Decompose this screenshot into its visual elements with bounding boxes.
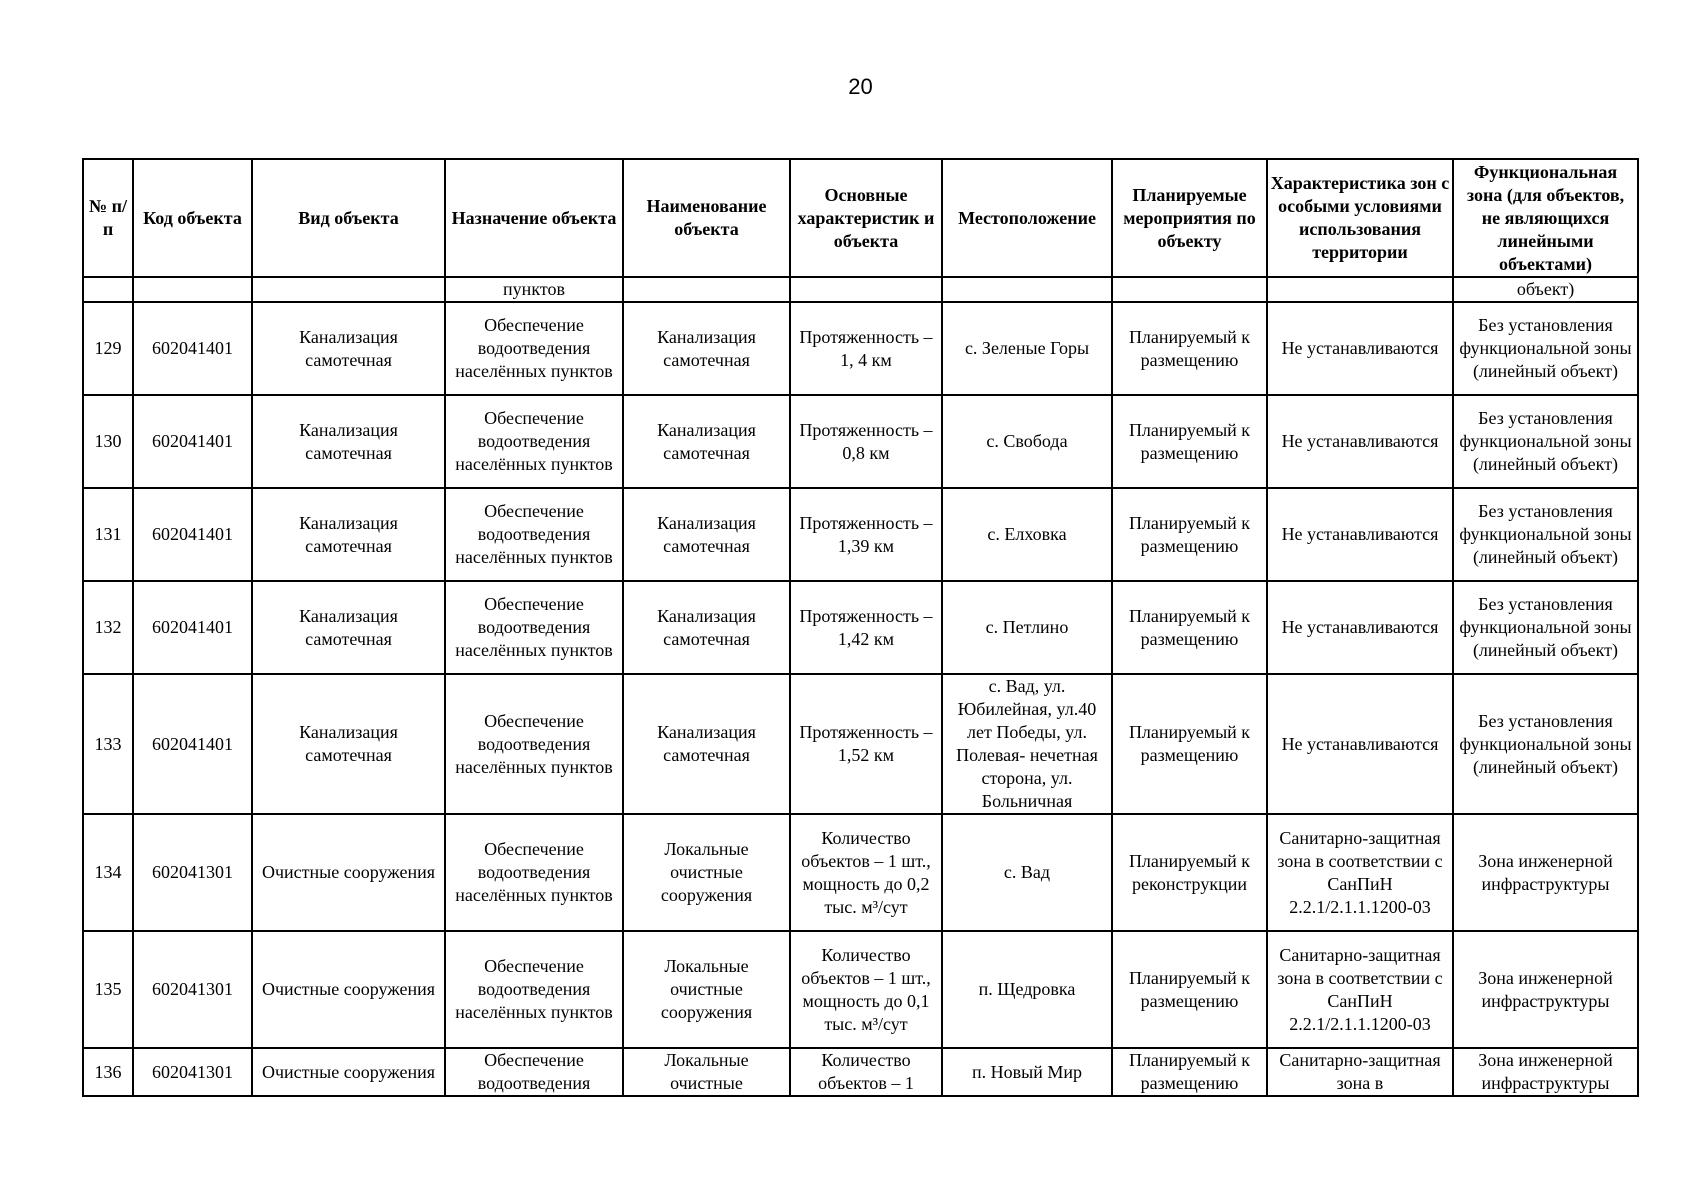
object-code: 602041301 [133,1048,252,1096]
object-func-zone: Без установления функциональной зоны (линейный объект) [1453,581,1638,674]
object-purpose: Обеспечение водоотведения населённых пунктов [445,674,623,814]
object-zones: Не устанавливаются [1267,395,1453,488]
object-plan: Планируемый к размещению [1112,931,1267,1048]
table-row [83,931,1638,1048]
object-specs: Протяженность – 1, 4 км [790,302,942,395]
object-type: Канализация самотечная [252,674,445,814]
object-name: Канализация самотечная [623,488,790,581]
object-specs: Количество объектов – 1 [790,1048,942,1096]
row-num: 129 [83,302,133,395]
object-location: с. Свобода [942,395,1112,488]
table-row [83,302,1638,395]
object-zones: Санитарно-защитная зона в [1267,1048,1453,1096]
header-type: Вид объекта [252,159,445,277]
cell [790,277,942,302]
object-purpose: Обеспечение водоотведения населённых пунктов [445,488,623,581]
object-name: Локальные очистные сооружения [623,814,790,931]
header-num: № п/п [83,159,133,277]
object-name: Канализация самотечная [623,302,790,395]
object-code: 602041301 [133,814,252,931]
object-type: Очистные сооружения [252,814,445,931]
object-code: 602041401 [133,488,252,581]
header-name: Наименование объекта [623,159,790,277]
header-specs: Основные характеристик и объекта [790,159,942,277]
object-type: Очистные сооружения [252,1048,445,1096]
object-purpose: Обеспечение водоотведения населённых пунктов [445,395,623,488]
object-specs: Количество объектов – 1 шт., мощность до 0,2 тыс. м³/сут [790,814,942,931]
object-specs: Протяженность – 1,39 км [790,488,942,581]
object-code: 602041401 [133,581,252,674]
object-plan: Планируемый к реконструкции [1112,814,1267,931]
object-location: с. Вад, ул. Юбилейная, ул.40 лет Победы, ул. Полевая- нечетная сторона, ул. Больничная [942,674,1112,814]
row-num: 131 [83,488,133,581]
object-func-zone: Зона инженерной инфраструктуры [1453,931,1638,1048]
object-func-zone: Зона инженерной инфраструктуры [1453,814,1638,931]
object-plan: Планируемый к размещению [1112,674,1267,814]
cell: объект) [1453,277,1638,302]
object-name: Канализация самотечная [623,395,790,488]
cell [252,277,445,302]
table-row [83,814,1638,931]
object-purpose: Обеспечение водоотведения населённых пунктов [445,814,623,931]
page-number: 20 [848,74,873,99]
object-type: Канализация самотечная [252,395,445,488]
object-zones: Не устанавливаются [1267,674,1453,814]
cell [1112,277,1267,302]
object-func-zone: Зона инженерной инфраструктуры [1453,1048,1638,1096]
cell: пунктов [445,277,623,302]
table-row [83,674,1638,814]
object-specs: Протяженность – 1,42 км [790,581,942,674]
object-name: Канализация самотечная [623,674,790,814]
object-purpose: Обеспечение водоотведения населённых пунктов [445,302,623,395]
object-purpose: Обеспечение водоотведения населённых пунктов [445,931,623,1048]
object-zones: Санитарно-защитная зона в соответствии с СанПиН 2.2.1/2.1.1.1200-03 [1267,931,1453,1048]
table-row [83,1048,1638,1096]
header-purpose: Назначение объекта [445,159,623,277]
object-code: 602041401 [133,395,252,488]
continuation-row [83,277,1638,302]
table-row [83,395,1638,488]
object-code: 602041301 [133,931,252,1048]
object-plan: Планируемый к размещению [1112,1048,1267,1096]
object-specs: Протяженность – 1,52 км [790,674,942,814]
objects-table [82,158,1639,1097]
header-location: Местоположение [942,159,1112,277]
object-specs: Протяженность – 0,8 км [790,395,942,488]
table-row [83,581,1638,674]
object-type: Очистные сооружения [252,931,445,1048]
object-func-zone: Без установления функциональной зоны (линейный объект) [1453,395,1638,488]
object-name: Локальные очистные сооружения [623,931,790,1048]
row-num: 130 [83,395,133,488]
row-num: 136 [83,1048,133,1096]
object-zones: Не устанавливаются [1267,488,1453,581]
cell [133,277,252,302]
object-location: с. Елховка [942,488,1112,581]
object-zones: Санитарно-защитная зона в соответствии с СанПиН 2.2.1/2.1.1.1200-03 [1267,814,1453,931]
object-location: п. Новый Мир [942,1048,1112,1096]
cell [83,277,133,302]
object-code: 602041401 [133,302,252,395]
object-name: Канализация самотечная [623,581,790,674]
row-num: 133 [83,674,133,814]
table-header-row [83,159,1638,277]
object-location: п. Щедровка [942,931,1112,1048]
object-zones: Не устанавливаются [1267,581,1453,674]
cell [623,277,790,302]
object-location: с. Зеленые Горы [942,302,1112,395]
object-type: Канализация самотечная [252,488,445,581]
table-row [83,488,1638,581]
header-plan: Планируемые мероприятия по объекту [1112,159,1267,277]
header-zones: Характеристика зон с особыми условиями использования территории [1267,159,1453,277]
object-code: 602041401 [133,674,252,814]
object-location: с. Вад [942,814,1112,931]
row-num: 132 [83,581,133,674]
row-num: 135 [83,931,133,1048]
row-num: 134 [83,814,133,931]
object-specs: Количество объектов – 1 шт., мощность до 0,1 тыс. м³/сут [790,931,942,1048]
object-func-zone: Без установления функциональной зоны (линейный объект) [1453,674,1638,814]
header-func-zone: Функциональная зона (для объектов, не являющихся линейными объектами) [1453,159,1638,277]
object-type: Канализация самотечная [252,302,445,395]
object-name: Локальные очистные [623,1048,790,1096]
object-func-zone: Без установления функциональной зоны (линейный объект) [1453,488,1638,581]
object-plan: Планируемый к размещению [1112,302,1267,395]
object-location: с. Петлино [942,581,1112,674]
cell [942,277,1112,302]
cell [1267,277,1453,302]
object-func-zone: Без установления функциональной зоны (линейный объект) [1453,302,1638,395]
object-plan: Планируемый к размещению [1112,395,1267,488]
header-code: Код объекта [133,159,252,277]
object-type: Канализация самотечная [252,581,445,674]
object-zones: Не устанавливаются [1267,302,1453,395]
object-plan: Планируемый к размещению [1112,488,1267,581]
object-purpose: Обеспечение водоотведения [445,1048,623,1096]
object-purpose: Обеспечение водоотведения населённых пунктов [445,581,623,674]
object-plan: Планируемый к размещению [1112,581,1267,674]
